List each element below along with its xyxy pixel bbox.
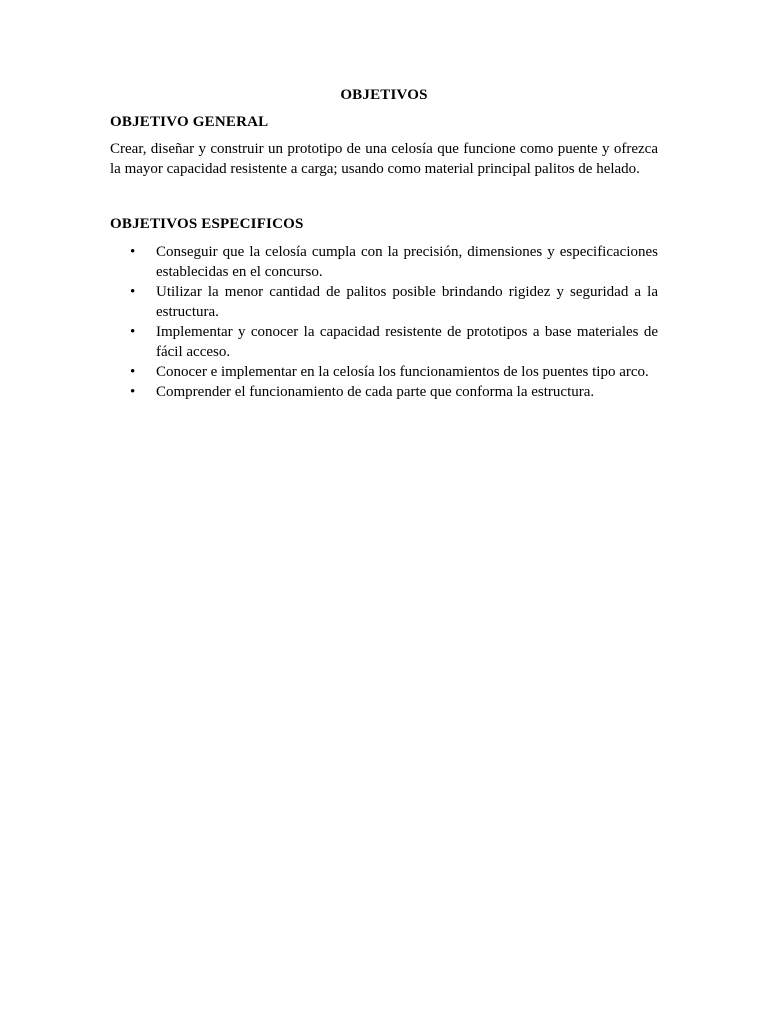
general-objective-text: Crear, diseñar y construir un prototipo de una celosía que funcione como puente y ofrezca la mayor capacidad resistente a carga; usando como material principal palitos de helado. [110,141,658,177]
list-item [110,382,658,402]
list-item-text: Utilizar la menor cantidad de palitos posible brindando rigidez y seguridad a la estructura. [156,284,658,320]
bullet-icon: • [130,244,136,260]
bullet-icon: • [130,324,136,340]
list-item [110,362,658,382]
list-item-text: Conocer e implementar en la celosía los funcionamientos de los puentes tipo arco. [156,364,649,380]
document-title: OBJETIVOS [340,87,428,103]
general-objective-heading: OBJETIVO GENERAL [110,114,269,130]
list-item [110,282,658,322]
bullet-icon: • [130,364,136,380]
list-item-text: Comprender el funcionamiento de cada parte que conforma la estructura. [156,384,595,400]
list-item-text: Conseguir que la celosía cumpla con la precisión, dimensiones y especificaciones establecidas en el concurso. [156,244,658,280]
bullet-icon: • [130,384,136,400]
list-item [110,242,658,282]
specific-objectives-list [110,242,658,402]
bullet-icon: • [130,284,136,300]
list-item-text: Implementar y conocer la capacidad resistente de prototipos a base materiales de fácil acceso. [156,324,658,360]
specific-objectives-heading: OBJETIVOS ESPECIFICOS [110,216,304,232]
list-item [110,322,658,362]
